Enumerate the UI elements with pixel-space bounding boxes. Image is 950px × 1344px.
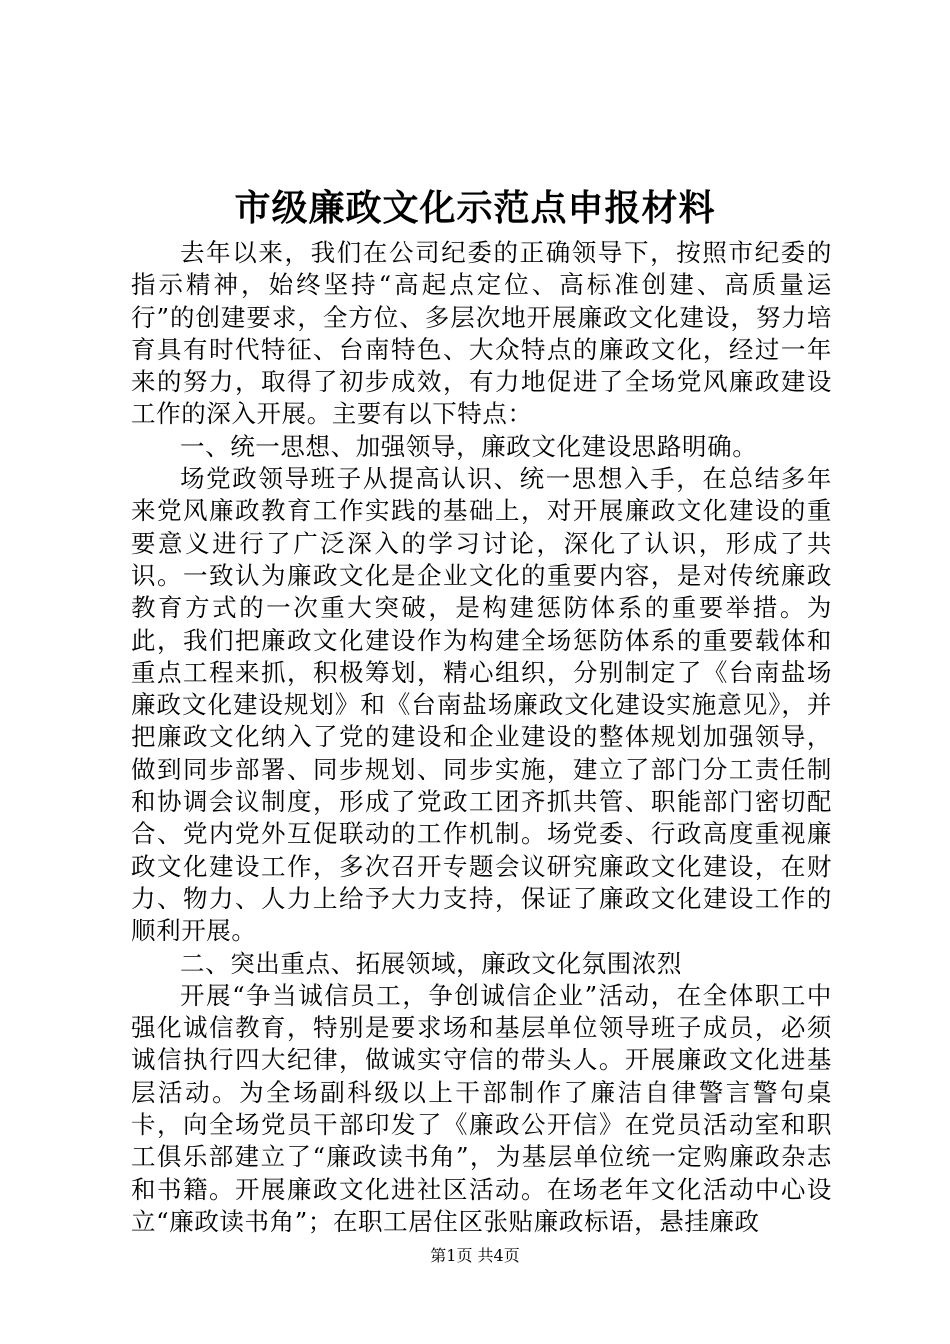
paragraph-section-1: 场党政领导班子从提高认识、统一思想入手，在总结多年来党风廉政教育工作实践的基础上，对开展廉政文化建设的重要意义进行了广泛深入的学习讨论，深化了认识，形成了共识。一致认为廉政文化是企业文化的重要内容，是对传统廉政教育方式的一次重大突破，是构建惩防体系的重要举措。为此，我们把廉政文化建设作为构建全场惩防体系的重要载体和重点工程来抓，积极筹划，精心组织，分别制定了《台南盐场廉政文化建设规划》和《台南盐场廉政文化建设实施意见》，并把廉政文化纳入了党的建设和企业建设的整体规划加强领导，做到同步部署、同步规划、同步实施，建立了部门分工责任制和协调会议制度，形成了党政工团齐抓共管、职能部门密切配合、党内党外互促联动的工作机制。场党委、行政高度重视廉政文化建设工作，多次召开专题会议研究廉政文化建设，在财力、物力、人力上给予大力支持，保证了廉政文化建设工作的顺利开展。 (131, 464, 832, 946)
section-heading-2: 二、突出重点、拓展领域，廉政文化氛围浓烈 (180, 948, 682, 978)
document-body (131, 237, 832, 1238)
document-title: 市级廉政文化示范点申报材料 (234, 187, 716, 229)
section-heading-1: 一、统一思想、加强领导，廉政文化建设思路明确。 (180, 431, 758, 461)
paragraph-section-2: 开展“争当诚信员工，争创诚信企业”活动，在全体职工中强化诚信教育，特别是要求场和基层单位领导班子成员，必须诚信执行四大纪律，做诚实守信的带头人。开展廉政文化进基层活动。为全场副科级以上干部制作了廉洁自律警言警句桌卡，向全场党员干部印发了《廉政公开信》在党员活动室和职工俱乐部建立了“廉政读书角”，为基层单位统一定购廉政杂志和书籍。开展廉政文化进社区活动。在场老年文化活动中心设立“廉政读书角”；在职工居住区张贴廉政标语，悬挂廉政 (131, 980, 832, 1236)
paragraph-intro: 去年以来，我们在公司纪委的正确领导下，按照市纪委的指示精神，始终坚持“高起点定位、高标准创建、高质量运行”的创建要求，全方位、多层次地开展廉政文化建设，努力培育具有时代特征、台南特色、大众特点的廉政文化，经过一年来的努力，取得了初步成效，有力地促进了全场党风廉政建设工作的深入开展。主要有以下特点： (131, 238, 832, 429)
page-footer: 第1页 共4页 (430, 1246, 520, 1265)
